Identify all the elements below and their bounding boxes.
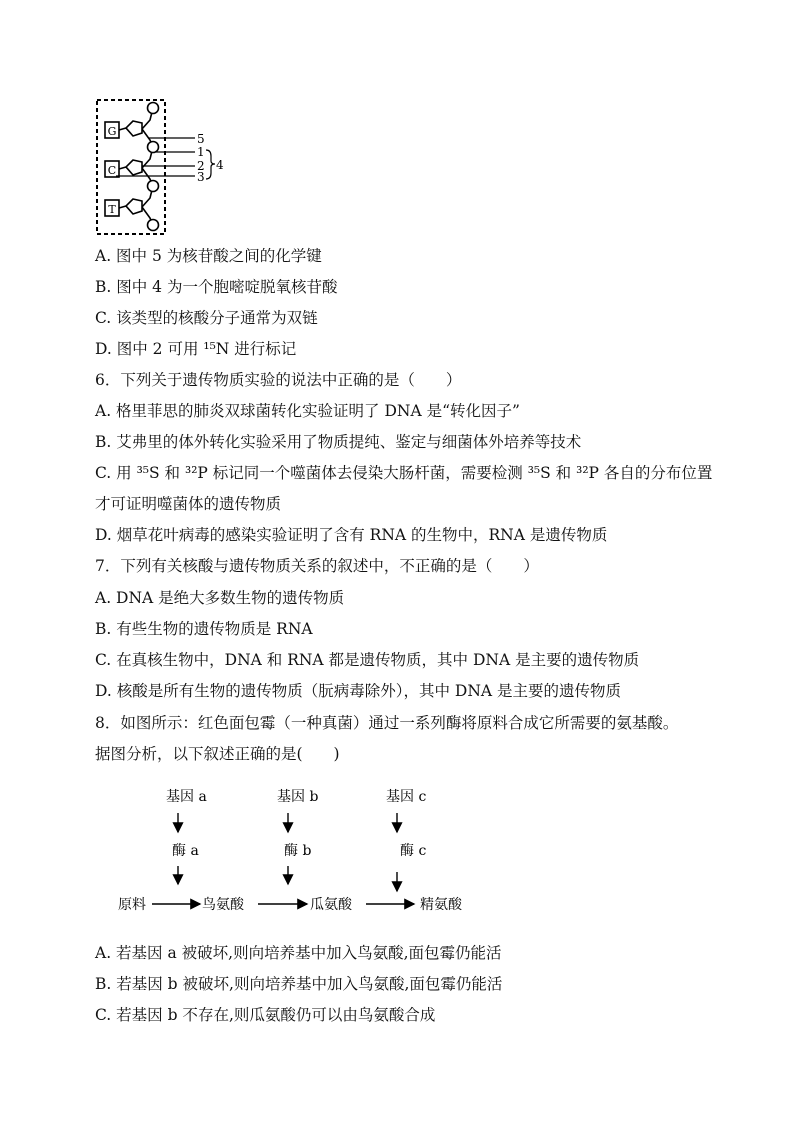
gene-a-label: 基因 a bbox=[166, 789, 207, 805]
q6-option-c: C. 用 ³⁵S 和 ³²P 标记同一个噬菌体去侵染大肠杆菌，需要检测 ³⁵S 和 ³²P 各自的分布位置 bbox=[95, 464, 713, 482]
enzyme-a-label: 酶 a bbox=[172, 843, 199, 859]
substance-citrulline: 瓜氨酸 bbox=[310, 897, 352, 913]
q6-option-b: B. 艾弗里的体外转化实验采用了物质提纯、鉴定与细菌体外培养等技术 bbox=[95, 433, 582, 451]
substance-ornithine: 鸟氨酸 bbox=[202, 897, 244, 913]
phosphate-circle bbox=[148, 220, 159, 231]
glycosidic-bond bbox=[119, 128, 126, 130]
q5-option-a: A. 图中 5 为核苷酸之间的化学键 bbox=[95, 247, 322, 265]
label-1: 1 bbox=[197, 145, 205, 159]
gene-b-label: 基因 b bbox=[277, 789, 319, 805]
q6-option-d: D. 烟草花叶病毒的感染实验证明了含有 RNA 的生物中，RNA 是遗传物质 bbox=[95, 526, 608, 544]
q6-option-a: A. 格里菲思的肺炎双球菌转化实验证明了 DNA 是“转化因子” bbox=[95, 402, 520, 420]
deoxyribose-pentagon bbox=[126, 199, 142, 214]
q8-option-c: C. 若基因 b 不存在,则瓜氨酸仍可以由鸟氨酸合成 bbox=[95, 1006, 436, 1024]
q8-stem-line-1: 8．如图所示：红色面包霉（一种真菌）通过一系列酶将原料合成它所需要的氨基酸。 bbox=[95, 714, 679, 732]
glycosidic-bond bbox=[119, 206, 126, 208]
substance-arginine: 精氨酸 bbox=[420, 897, 462, 913]
q8-option-a: A. 若基因 a 被破坏,则向培养基中加入鸟氨酸,面包霉仍能活 bbox=[95, 944, 502, 962]
enzyme-c-label: 酶 c bbox=[400, 843, 427, 859]
base-label-g: G bbox=[107, 125, 117, 138]
brace-4 bbox=[206, 150, 215, 179]
gene-c-label: 基因 c bbox=[386, 789, 427, 805]
metabolic-pathway-diagram bbox=[110, 780, 510, 920]
base-label-c: C bbox=[107, 164, 117, 177]
phosphate-circle bbox=[148, 181, 159, 192]
phosphate-circle bbox=[148, 103, 159, 114]
q7-option-c: C. 在真核生物中，DNA 和 RNA 都是遗传物质，其中 DNA 是主要的遗传物质 bbox=[95, 651, 640, 669]
q7-option-d: D. 核酸是所有生物的遗传物质（朊病毒除外），其中 DNA 是主要的遗传物质 bbox=[95, 682, 622, 700]
q8-option-b: B. 若基因 b 被破坏,则向培养基中加入鸟氨酸,面包霉仍能活 bbox=[95, 975, 503, 993]
base-label-t: T bbox=[108, 203, 116, 216]
enzyme-b-label: 酶 b bbox=[284, 843, 312, 859]
label-3: 3 bbox=[197, 170, 205, 184]
glycosidic-bond bbox=[119, 167, 126, 169]
q6-stem: 6．下列关于遗传物质实验的说法中正确的是（ ） bbox=[95, 371, 462, 389]
q6-option-c-continued: 才可证明噬菌体的遗传物质 bbox=[95, 495, 282, 513]
q5-option-c: C. 该类型的核酸分子通常为双链 bbox=[95, 309, 318, 327]
q7-stem: 7．下列有关核酸与遗传物质关系的叙述中，不正确的是（ ） bbox=[95, 557, 539, 575]
label-4: 4 bbox=[216, 158, 224, 172]
dna-strand-figure bbox=[90, 97, 230, 237]
deoxyribose-pentagon bbox=[126, 121, 142, 136]
phosphate-circle bbox=[148, 142, 159, 153]
q5-option-d: D. 图中 2 可用 ¹⁵N 进行标记 bbox=[95, 340, 297, 358]
q8-stem-line-2: 据图分析，以下叙述正确的是( ) bbox=[95, 745, 340, 763]
label-2: 2 bbox=[197, 159, 205, 173]
substance-raw-material: 原料 bbox=[118, 897, 146, 913]
q7-option-b: B. 有些生物的遗传物质是 RNA bbox=[95, 620, 313, 638]
deoxyribose-pentagon bbox=[126, 160, 142, 175]
q7-option-a: A. DNA 是绝大多数生物的遗传物质 bbox=[95, 589, 345, 607]
label-5: 5 bbox=[197, 132, 205, 146]
q5-option-b: B. 图中 4 为一个胞嘧啶脱氧核苷酸 bbox=[95, 278, 338, 296]
